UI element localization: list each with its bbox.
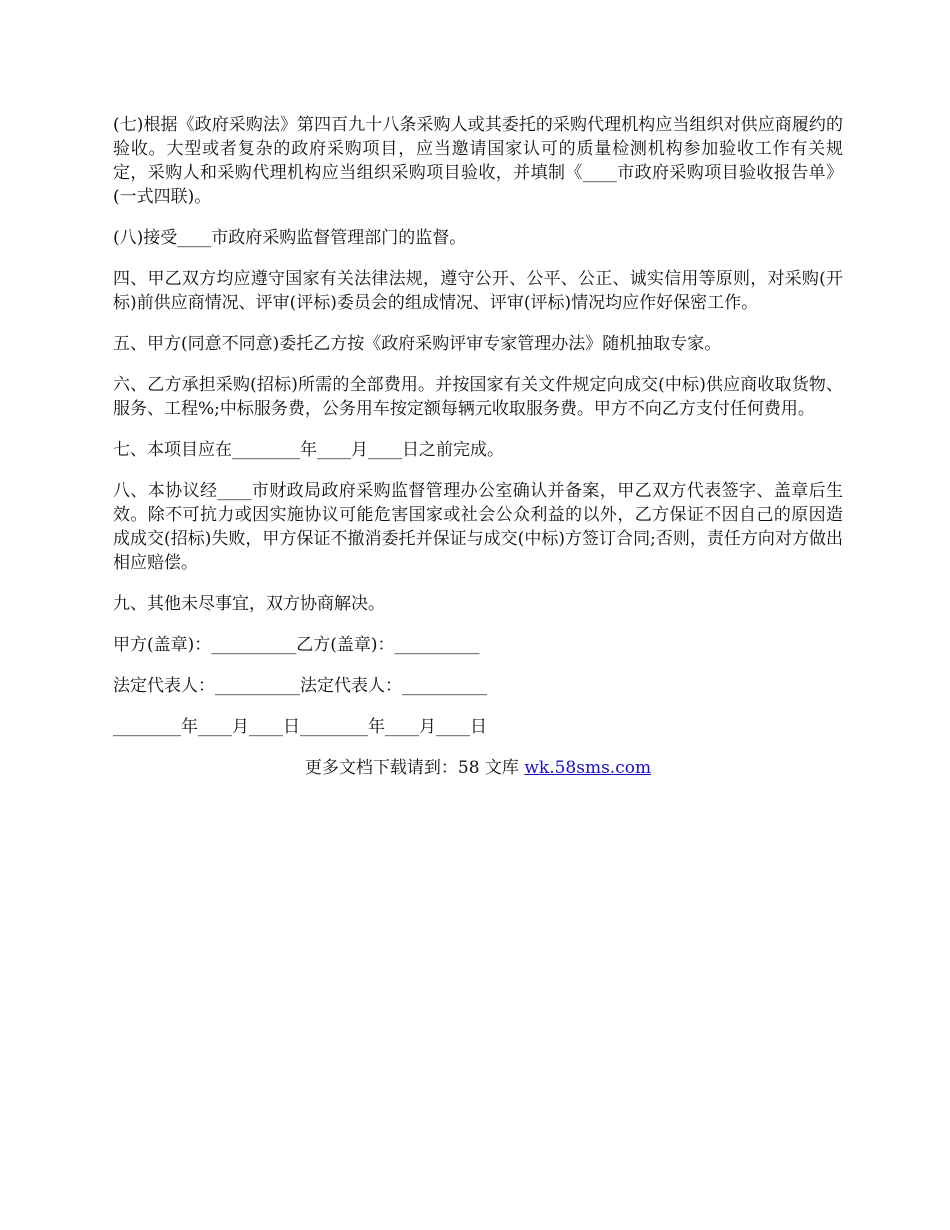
article-7-deadline: 七、本项目应在________年____月____日之前完成。 — [113, 440, 504, 460]
article-4-confidentiality: 四、甲乙双方均应遵守国家有关法律法规，遵守公开、公平、公正、诚实信用等原则，对采购(开标)前供应商情况、评审(评标)委员会的组成情况、评审(评标)情况均应作好保密工作。 — [113, 269, 843, 313]
document-page — [113, 113, 843, 780]
footer-link[interactable]: wk.58sms.com — [524, 758, 652, 778]
article-9-other-matters: 九、其他未尽事宜，双方协商解决。 — [113, 594, 385, 614]
clause-8-supervision: (八)接受____市政府采购监督管理部门的监督。 — [113, 228, 467, 248]
article-6-fees: 六、乙方承担采购(招标)所需的全部费用。并按国家有关文件规定向成交(中标)供应商收取货物、服务、工程%;中标服务费，公务用车按定额每辆元收取服务费。甲方不向乙方支付任何费用。 — [113, 375, 843, 419]
signature-seal-line: 甲方(盖章)：__________乙方(盖章)：__________ — [113, 635, 480, 655]
date-line: ________年____月____日________年____月____日 — [113, 717, 487, 737]
clause-7-acceptance: (七)根据《政府采购法》第四百九十八条采购人或其委托的采购代理机构应当组织对供应商履约的验收。大型或者复杂的政府采购项目，应当邀请国家认可的质量检测机构参加验收工作有关规定，采购人和采购代理机构应当组织采购项目验收，并填制《____市政府采购项目验收报告单》(一式四联)。 — [113, 115, 843, 207]
download-footer — [113, 756, 843, 780]
article-5-experts: 五、甲方(同意不同意)委托乙方按《政府采购评审专家管理办法》随机抽取专家。 — [113, 334, 722, 354]
article-8-effectiveness: 八、本协议经____市财政局政府采购监督管理办公室确认并备案，甲乙双方代表签字、盖章后生效。除不可抗力或因实施协议可能危害国家或社会公众利益的以外，乙方保证不因自己的原因造成成交(招标)失败，甲方保证不撤消委托并保证与成交(中标)方签订合同;否则，责任方向对方做出相应赔偿。 — [113, 481, 843, 573]
footer-text: 更多文档下载请到：58 文库 — [304, 758, 525, 778]
legal-representative-line: 法定代表人：__________法定代表人：__________ — [113, 676, 487, 696]
